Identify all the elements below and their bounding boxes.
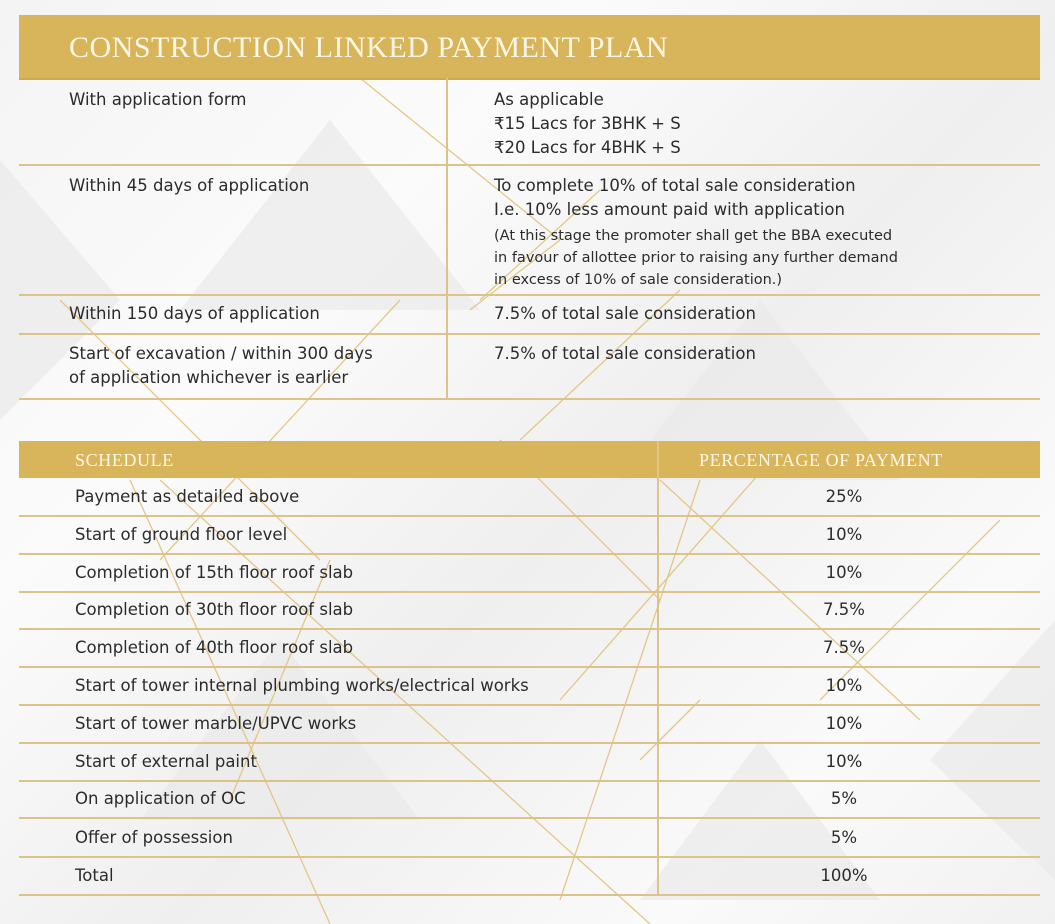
schedule-label: Start of tower marble/UPVC works <box>75 714 357 733</box>
plan-row-divider <box>19 333 1040 335</box>
table-row <box>19 820 1040 858</box>
schedule-percentage: 10% <box>825 714 863 733</box>
bba-note: (At this stage the promoter shall get the BBA executed in favour of allottee prior to raising any further demand in excess of 10% of sale consideration.) <box>494 228 898 288</box>
schedule-column-header: SCHEDULE <box>75 450 174 470</box>
table-row <box>19 781 1040 819</box>
schedule-percentage: 10% <box>825 563 863 582</box>
plan-row-1-milestone: With application form <box>69 90 247 109</box>
schedule-percentage: 10% <box>825 676 863 695</box>
schedule-label: Payment as detailed above <box>75 487 300 506</box>
table-row <box>19 668 1040 706</box>
schedule-label: On application of OC <box>75 789 246 808</box>
page-title: CONSTRUCTION LINKED PAYMENT PLAN <box>69 31 669 64</box>
plan-row-1-amount: As applicable ₹15 Lacs for 3BHK + S ₹20 Lacs for 4BHK + S <box>494 90 681 157</box>
plan-row-divider <box>19 294 1040 296</box>
plan-row-divider <box>19 398 1040 400</box>
schedule-label: Start of external paint <box>75 752 257 771</box>
table-row <box>19 744 1040 782</box>
schedule-label: Completion of 30th floor roof slab <box>75 600 354 619</box>
plan-row-4-milestone: Start of excavation / within 300 days of application whichever is earlier <box>69 344 373 387</box>
table-row <box>19 555 1040 593</box>
schedule-label: Start of tower internal plumbing works/electrical works <box>75 676 529 695</box>
table-row-total <box>19 858 1040 896</box>
schedule-label: Completion of 15th floor roof slab <box>75 563 354 582</box>
schedule-percentage: 7.5% <box>823 600 865 619</box>
row-divider <box>19 894 1040 896</box>
plan-row-2-amount: To complete 10% of total sale consideration I.e. 10% less amount paid with application (At this stage the promoter shall get the BBA executed in favour of allottee prior to raising any further demand in excess of 10% of sale consideration.) <box>494 174 898 291</box>
plan-row-divider <box>19 164 1040 166</box>
row-divider <box>19 817 1040 819</box>
schedule-percentage: 100% <box>820 866 868 885</box>
schedule-header-divider <box>657 441 659 478</box>
percentage-column-header: PERCENTAGE OF PAYMENT <box>699 450 943 470</box>
schedule-label: Start of ground floor level <box>75 525 288 544</box>
table-row <box>19 592 1040 630</box>
schedule-percentage: 5% <box>830 789 858 808</box>
schedule-percentage: 25% <box>825 487 863 506</box>
title-banner <box>19 15 1040 80</box>
schedule-percentage: 7.5% <box>823 638 865 657</box>
table-row <box>19 479 1040 517</box>
plan-row-2-milestone: Within 45 days of application <box>69 176 310 195</box>
plan-row-3-amount: 7.5% of total sale consideration <box>494 304 756 323</box>
table-row <box>19 706 1040 744</box>
plan-row-3-milestone: Within 150 days of application <box>69 304 320 323</box>
plan-row-4-amount: 7.5% of total sale consideration <box>494 344 756 363</box>
schedule-percentage: 5% <box>830 828 858 847</box>
schedule-label: Completion of 40th floor roof slab <box>75 638 354 657</box>
schedule-percentage: 10% <box>825 752 863 771</box>
schedule-label: Offer of possession <box>75 828 233 847</box>
table-row <box>19 630 1040 668</box>
table-row <box>19 517 1040 555</box>
plan-column-divider <box>446 78 448 399</box>
schedule-percentage: 10% <box>825 525 863 544</box>
schedule-label: Total <box>75 866 114 885</box>
schedule-header <box>19 441 1040 478</box>
